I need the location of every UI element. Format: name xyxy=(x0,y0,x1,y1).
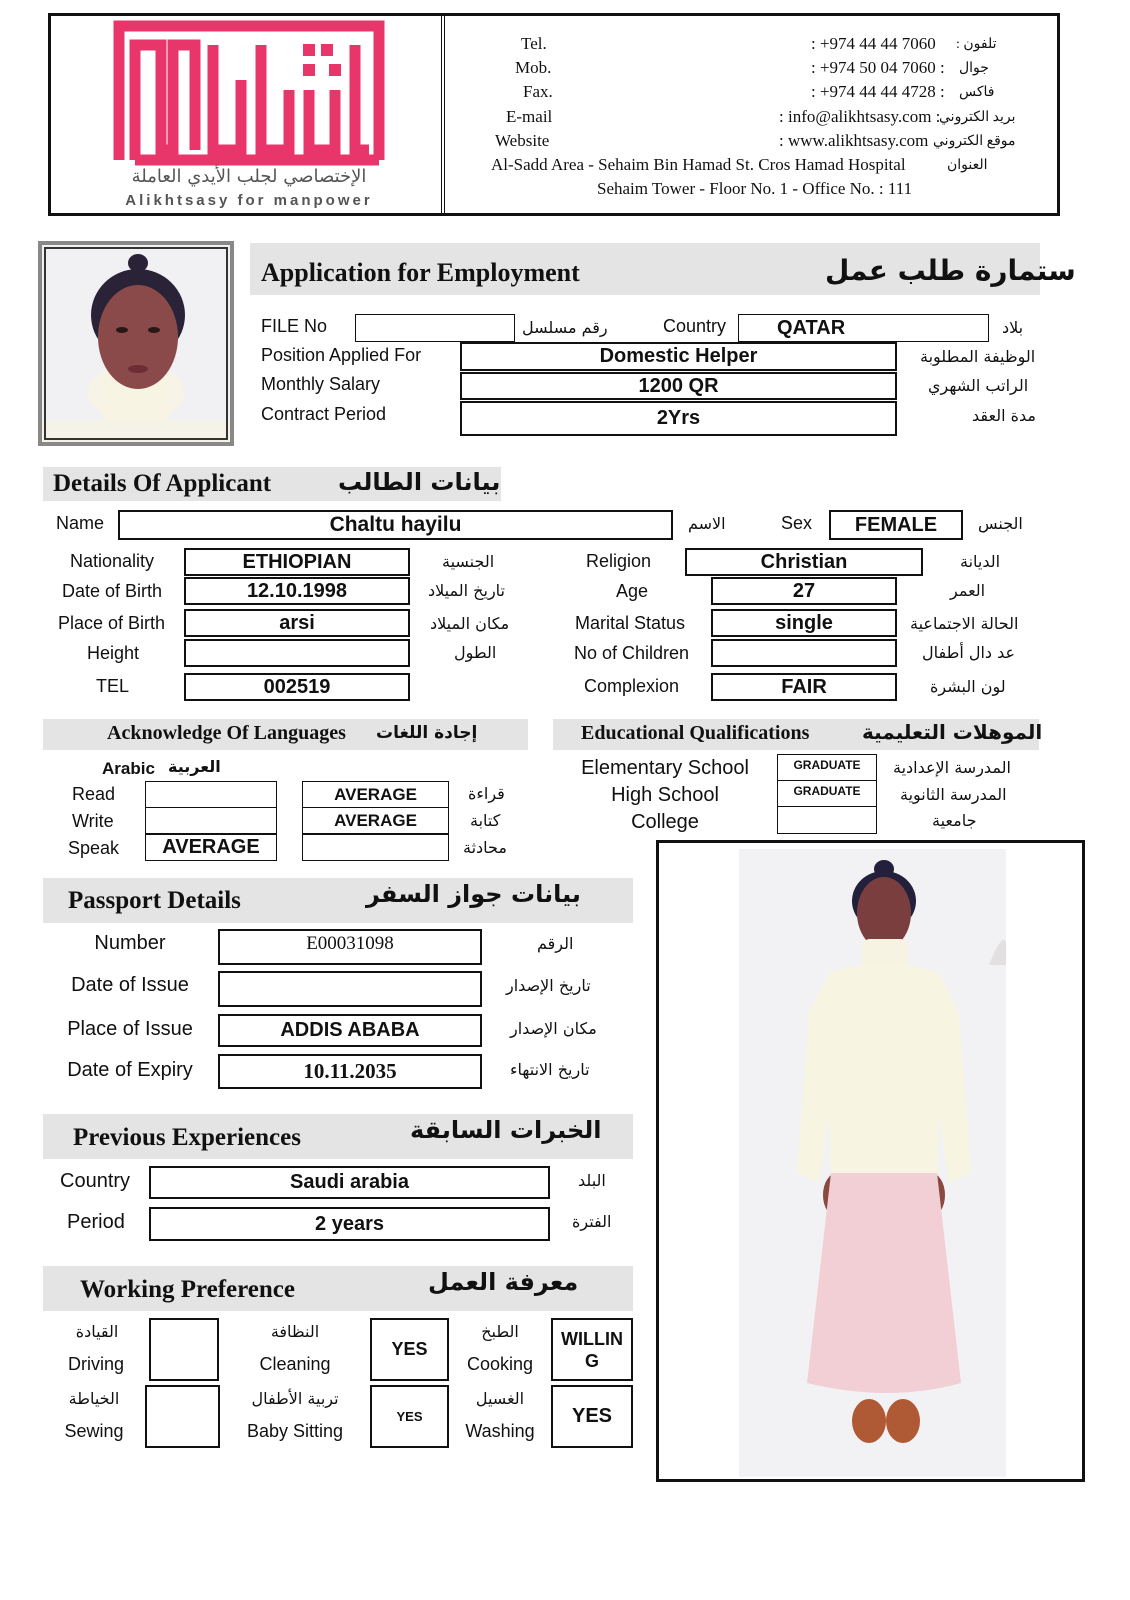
file-no-label-ar: رقم مسلسل xyxy=(522,318,608,337)
pob-field[interactable]: arsi xyxy=(184,609,410,637)
lang-write-arabic-field[interactable] xyxy=(145,807,277,834)
edu-elementary-field[interactable]: GRADUATE xyxy=(777,754,877,781)
experience-country-field[interactable]: Saudi arabia xyxy=(149,1166,550,1199)
logo-english-name: Alikhtsasy for manpower xyxy=(125,192,373,209)
age-label: Age xyxy=(616,581,649,601)
experience-title-arabic: الخبرات السابقة xyxy=(410,1116,602,1144)
babysitting-label: Baby Sitting xyxy=(246,1421,344,1441)
lang-write-label: Write xyxy=(72,811,114,831)
marital-label-ar: الحالة الاجتماعية xyxy=(910,614,1019,633)
salary-label: Monthly Salary xyxy=(261,374,381,394)
cleaning-label: Cleaning xyxy=(259,1354,331,1374)
age-label-ar: العمر xyxy=(950,581,986,600)
experience-title: Previous Experiences xyxy=(73,1124,301,1151)
lang-speak-arabic-field[interactable]: AVERAGE xyxy=(145,834,277,861)
contact-fax-value: : +974 44 44 4728 : xyxy=(811,82,945,101)
preference-title-arabic: معرفة العمل xyxy=(428,1268,579,1296)
contact-tel-arabic: تلفون : xyxy=(956,37,997,52)
edu-elementary-label: Elementary School xyxy=(581,757,749,779)
sewing-field[interactable] xyxy=(145,1385,220,1448)
address-line-1: Al-Sadd Area - Sehaim Bin Hamad St. Cros Hamad Hospital xyxy=(491,155,906,174)
lang-write-label-ar: كتابة xyxy=(470,811,501,830)
contact-mob-label: Mob. xyxy=(515,58,552,77)
contact-email-label: E-mail xyxy=(506,107,553,126)
applicant-title-arabic: بيانات الطالب xyxy=(338,468,501,496)
country-label-ar: بلاد xyxy=(1002,318,1024,337)
contract-label: Contract Period xyxy=(261,404,387,424)
passport-number-label-ar: الرقم xyxy=(537,934,574,953)
experience-period-label-ar: الفترة xyxy=(572,1212,612,1231)
position-label-ar: الوظيفة المطلوبة xyxy=(920,347,1036,366)
tel-field[interactable]: 002519 xyxy=(184,673,410,701)
country-field[interactable]: QATAR xyxy=(738,314,989,342)
name-field[interactable]: Chaltu hayilu xyxy=(118,510,673,540)
file-no-field[interactable] xyxy=(355,314,515,342)
marital-label: Marital Status xyxy=(575,613,686,633)
arabic-language-label: Arabic xyxy=(102,759,155,778)
babysitting-field[interactable]: YES xyxy=(370,1385,449,1448)
edu-highschool-label-ar: المدرسة الثانوية xyxy=(900,785,1007,804)
driving-label: Driving xyxy=(67,1354,124,1374)
portrait-photo-icon xyxy=(42,245,230,442)
lang-read-label: Read xyxy=(72,784,116,804)
passport-number-field[interactable]: E00031098 xyxy=(218,929,482,965)
religion-label-ar: الديانة xyxy=(960,552,1001,571)
passport-issue-date-label: Date of Issue xyxy=(71,974,189,996)
lang-write-english-field[interactable]: AVERAGE xyxy=(302,807,449,834)
height-label: Height xyxy=(87,643,140,663)
cleaning-label-ar: النظافة xyxy=(270,1322,320,1341)
nationality-label-ar: الجنسية xyxy=(442,552,495,571)
lang-speak-label: Speak xyxy=(68,838,120,858)
edu-college-field[interactable] xyxy=(777,806,877,834)
country-label: Country xyxy=(663,316,727,336)
passport-number-label: Number xyxy=(94,932,166,954)
pob-label-ar: مكان الميلاد xyxy=(430,614,510,633)
kufic-logo-icon xyxy=(113,20,385,168)
contact-fax-label: Fax. xyxy=(523,82,553,101)
religion-label: Religion xyxy=(586,551,652,571)
contact-email-value[interactable]: : info@alikhtsasy.com : xyxy=(779,107,941,126)
contact-mob-arabic: جوال xyxy=(959,61,989,76)
company-logo xyxy=(113,20,385,168)
tel-label: TEL xyxy=(96,676,130,696)
washing-label-ar: الغسيل xyxy=(475,1389,525,1408)
sewing-label: Sewing xyxy=(64,1421,124,1441)
children-label: No of Children xyxy=(574,643,690,663)
application-title: Application for Employment xyxy=(261,258,580,287)
arabic-language-label-ar: العربية xyxy=(168,757,221,776)
lang-read-arabic-field[interactable] xyxy=(145,781,277,808)
lang-read-label-ar: قراءة xyxy=(468,784,505,803)
cleaning-field[interactable]: YES xyxy=(370,1318,449,1381)
edu-college-label-ar: جامعية xyxy=(932,811,977,830)
passport-issue-place-label-ar: مكان الإصدار xyxy=(510,1019,597,1038)
contract-label-ar: مدة العقد xyxy=(972,406,1036,425)
driving-field[interactable] xyxy=(149,1318,219,1381)
logo-arabic-name: الإختصاصي لجلب الأيدي العاملة xyxy=(131,166,367,187)
passport-issue-place-field[interactable]: ADDIS ABABA xyxy=(218,1014,482,1047)
letterhead xyxy=(48,13,1060,216)
dob-label: Date of Birth xyxy=(62,581,163,601)
salary-label-ar: الراتب الشهري xyxy=(928,376,1029,395)
full-body-photo-frame xyxy=(656,840,1085,1482)
cooking-label-ar: الطبخ xyxy=(481,1322,519,1341)
sex-field[interactable]: FEMALE xyxy=(829,510,963,540)
lang-speak-english-field[interactable] xyxy=(302,834,449,861)
sex-label-ar: الجنس xyxy=(978,514,1023,533)
age-field[interactable]: 27 xyxy=(711,577,897,605)
contact-mob-value: : +974 50 04 7060 : xyxy=(811,58,945,77)
languages-title-arabic: إجادة اللغات xyxy=(376,723,478,743)
edu-highschool-field[interactable]: GRADUATE xyxy=(777,780,877,807)
name-label: Name xyxy=(56,513,105,533)
contact-website-value[interactable]: : www.alikhtsasy.com xyxy=(779,131,929,150)
nationality-field[interactable]: ETHIOPIAN xyxy=(184,548,410,576)
experience-country-label: Country xyxy=(60,1170,131,1192)
passport-issue-date-label-ar: تاريخ الإصدار xyxy=(506,976,591,995)
salary-field[interactable]: 1200 QR xyxy=(460,372,897,400)
passport-title-arabic: بيانات جواز السفر xyxy=(366,880,581,908)
file-no-label: FILE No xyxy=(261,316,328,336)
position-field[interactable]: Domestic Helper xyxy=(460,342,897,371)
passport-expiry-label: Date of Expiry xyxy=(67,1059,193,1081)
complexion-field[interactable]: FAIR xyxy=(711,673,897,701)
dob-label-ar: تاريخ الميلاد xyxy=(428,581,505,600)
languages-title: Acknowledge Of Languages xyxy=(107,722,346,744)
education-title-arabic: الموهلات التعليمية xyxy=(862,720,1043,744)
cooking-field[interactable]: WILLIN G xyxy=(551,1318,633,1381)
contact-tel-label: Tel. xyxy=(521,34,547,53)
experience-period-field[interactable]: 2 years xyxy=(149,1207,550,1241)
driving-label-ar: القيادة xyxy=(75,1322,119,1341)
name-label-ar: الاسم xyxy=(688,514,726,533)
cooking-label: Cooking xyxy=(466,1354,534,1374)
sewing-label-ar: الخياطة xyxy=(68,1389,120,1408)
complexion-label: Complexion xyxy=(584,676,680,696)
application-title-arabic: ستمارة طلب عمل xyxy=(825,254,1076,287)
preference-title: Working Preference xyxy=(80,1276,295,1303)
passport-issue-place-label: Place of Issue xyxy=(67,1018,193,1040)
pob-label: Place of Birth xyxy=(58,613,166,633)
full-body-photo-icon xyxy=(659,843,1082,1479)
lang-speak-label-ar: محادثة xyxy=(463,838,507,857)
children-field[interactable] xyxy=(711,639,897,667)
contact-website-arabic: موقع الكتروني xyxy=(933,134,1016,149)
address-arabic-label: العنوان xyxy=(947,158,988,173)
contact-website-label: Website xyxy=(495,131,550,150)
contact-fax-arabic: فاكس xyxy=(959,85,995,100)
passport-issue-date-field[interactable] xyxy=(218,971,482,1007)
contract-field[interactable]: 2Yrs xyxy=(460,401,897,436)
position-label: Position Applied For xyxy=(261,345,422,365)
contact-email-arabic: بريد الكتروني xyxy=(939,110,1016,125)
edu-elementary-label-ar: المدرسة الإعدادية xyxy=(893,758,1011,777)
nationality-label: Nationality xyxy=(70,551,155,571)
experience-country-label-ar: البلد xyxy=(578,1171,606,1190)
experience-period-label: Period xyxy=(67,1211,125,1233)
sex-label: Sex xyxy=(781,513,813,533)
address-line-2: Sehaim Tower - Floor No. 1 - Office No. : 111 xyxy=(597,179,913,198)
height-label-ar: الطول xyxy=(454,643,497,662)
passport-photo xyxy=(38,241,234,446)
washing-label: Washing xyxy=(465,1421,535,1441)
height-field[interactable] xyxy=(184,639,410,667)
lang-read-english-field[interactable]: AVERAGE xyxy=(302,781,449,808)
washing-field[interactable]: YES xyxy=(551,1385,633,1448)
education-title: Educational Qualifications xyxy=(581,722,810,744)
passport-title: Passport Details xyxy=(68,887,241,914)
edu-highschool-label: High School xyxy=(611,784,719,806)
complexion-label-ar: لون البشرة xyxy=(930,677,1006,696)
babysitting-label-ar: تربية الأطفال xyxy=(251,1389,339,1408)
applicant-title: Details Of Applicant xyxy=(53,470,272,497)
passport-expiry-label-ar: تاريخ الانتهاء xyxy=(510,1060,590,1079)
passport-expiry-field[interactable]: 10.11.2035 xyxy=(218,1054,482,1089)
children-label-ar: عد دال أطفال xyxy=(922,643,1016,662)
religion-field[interactable]: Christian xyxy=(685,548,923,576)
header-divider xyxy=(441,16,445,213)
edu-college-label: College xyxy=(631,811,699,833)
dob-field[interactable]: 12.10.1998 xyxy=(184,577,410,605)
marital-field[interactable]: single xyxy=(711,609,897,637)
contact-tel-value: : +974 44 44 7060 xyxy=(811,34,936,53)
